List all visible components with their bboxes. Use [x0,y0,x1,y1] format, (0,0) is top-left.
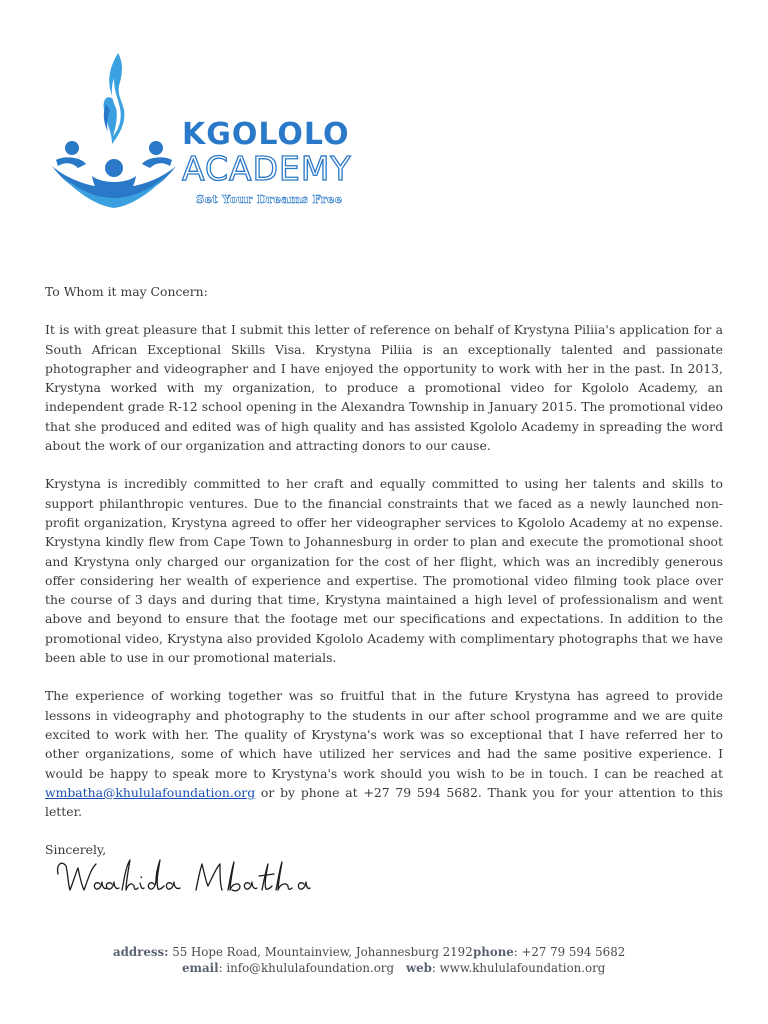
footer-address [113,944,473,960]
salutation: To Whom it may Concern: [45,284,208,299]
paragraph-3 [45,686,723,821]
footer-web-value: : www.khululafoundation.org [431,961,606,975]
handwritten-signature [52,852,312,902]
letter-body [45,282,723,860]
footer-web-label: web [406,961,432,975]
paragraph-3-text-end: or by phone at +27 79 594 5682. Thank you for your attention to this letter. [45,784,723,820]
footer-address-value: 55 Hope Road, Mountainview, Johannesburg 2192 [168,945,473,959]
footer-email [182,960,394,976]
closing: Sincerely, [45,842,107,858]
footer-email-value: : info@khululafoundation.org [218,961,394,975]
footer-address-label: address: [113,945,169,959]
footer-phone-label: phone [473,945,514,959]
footer-phone-value: : +27 79 594 5682 [513,945,626,959]
footer-phone [473,944,625,960]
signature-icon [52,852,312,902]
logo-tagline: Set Your Dreams Free [196,192,343,206]
footer-email-label: email [182,961,219,975]
footer-web [406,960,605,976]
contact-email-link[interactable]: wmbatha@khululafoundation.org [45,784,256,800]
kgololo-academy-logo [48,48,358,218]
paragraph-1: It is with great pleasure that I submit this letter of reference on behalf of Krystyna Piliia's application for a South African Exceptional Skills Visa. Krystyna Piliia is an exceptionally talented and passionate photographer and videographer and I have enjoyed the opportunity to work with her in the past. In 2013, Krystyna worked with my organization, to produce a promotional video for Kgololo Academy, an independent grade R-12 school opening in the Alexandra Township in January 2015. The promotional video that she produced and edited was of high quality and has assisted Kgololo Academy in spreading the word about the work of our organization and attracting donors to our cause. [45,322,723,454]
logo-wordmark-kgololo: KGOLOLO [182,117,350,152]
paragraph-3-text-start: The experience of working together was so fruitful that in the future Krystyna has agreed to provide lessons in videography and photography to the students in our after school programme and we are quite excited to work with her. The quality of Krystyna's work was so exceptional that I have referred her to other organizations, some of which have utilized her services and had the same positive experience. I would be happy to speak more to Krystyna's work should you wish to be in touch. I can be reached at [45,688,723,781]
flame-figures-emblem-icon [48,48,178,213]
paragraph-2: Krystyna is incredibly committed to her craft and equally committed to using her talents and skills to support philanthropic ventures. Due to the financial constraints that we faced as a newly launched non-profit organization, Krystyna agreed to offer her videographer services to Kgololo Academy at no expense. Krystyna kindly flew from Cape Town to Johannesburg in order to plan and execute the promotional shoot and Krystyna only charged our organization for the cost of her flight, which was an incredibly generous offer considering her wealth of experience and expertise. The promotional video filming took place over the course of 3 days and during that time, Krystyna maintained a high level of professionalism and went above and beyond to ensure that the footage met our specifications and expectations. In addition to the promotional video, Krystyna also provided Kgololo Academy with complimentary photographs that we have been able to use in our promotional materials. [45,476,723,666]
logo-wordmark-academy: ACADEMY [182,149,352,188]
